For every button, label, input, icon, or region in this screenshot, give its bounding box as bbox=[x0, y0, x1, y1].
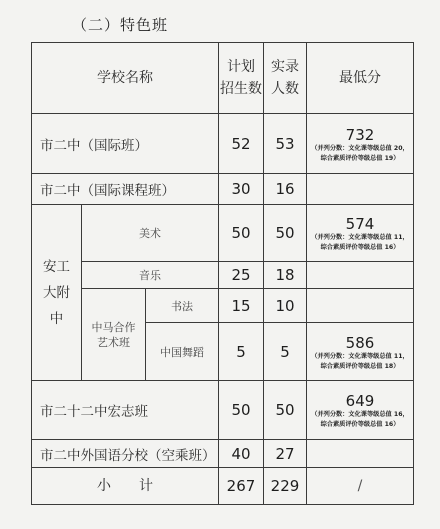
table-row bbox=[32, 440, 414, 468]
table-row bbox=[32, 174, 414, 205]
header-actual-line1: 实录 bbox=[271, 59, 299, 75]
tie-note: （并列分数：文化课等级总值 20，综合素质评价等级总值 19） bbox=[311, 144, 409, 162]
actual-count: 27 bbox=[264, 440, 307, 468]
min-score-cell bbox=[307, 174, 414, 205]
total-row bbox=[32, 468, 414, 505]
school-name: 市二中外国语分校（空乘班） bbox=[32, 440, 219, 468]
program-name: 书法 bbox=[146, 289, 219, 323]
actual-count: 18 bbox=[264, 262, 307, 289]
program-name: 美术 bbox=[82, 205, 219, 262]
min-score: 586 bbox=[345, 333, 375, 352]
table-row bbox=[32, 381, 414, 440]
admission-table bbox=[31, 42, 414, 505]
min-score-cell bbox=[307, 205, 414, 262]
header-row bbox=[32, 43, 414, 114]
actual-count: 10 bbox=[264, 289, 307, 323]
min-score-cell bbox=[307, 323, 414, 381]
program-name: 音乐 bbox=[82, 262, 219, 289]
min-score-cell bbox=[307, 440, 414, 468]
min-score: 732 bbox=[345, 125, 375, 144]
header-min-score: 最低分 bbox=[307, 43, 414, 114]
header-plan bbox=[219, 43, 264, 114]
header-actual-line2: 人数 bbox=[271, 81, 299, 97]
total-plan: 267 bbox=[219, 468, 264, 505]
table-row bbox=[32, 262, 414, 289]
table-row bbox=[32, 114, 414, 174]
min-score: 649 bbox=[345, 392, 375, 410]
total-label: 小 计 bbox=[32, 468, 219, 505]
table-row bbox=[32, 205, 414, 262]
plan-count: 15 bbox=[219, 289, 264, 323]
actual-count: 5 bbox=[264, 323, 307, 381]
table-row bbox=[32, 289, 414, 323]
header-plan-line1: 计划 bbox=[227, 59, 255, 75]
plan-count: 5 bbox=[219, 323, 264, 381]
school-name: 市二中（国际课程班） bbox=[32, 174, 219, 205]
header-school-name: 学校名称 bbox=[32, 43, 219, 114]
min-score-cell bbox=[307, 262, 414, 289]
min-score-cell bbox=[307, 289, 414, 323]
tie-note: （并列分数：文化课等级总值 16，综合素质评价等级总值 16） bbox=[311, 411, 409, 428]
plan-count: 50 bbox=[219, 381, 264, 440]
subgroup-name: 中马合作艺术班 bbox=[82, 289, 146, 381]
plan-count: 25 bbox=[219, 262, 264, 289]
plan-count: 50 bbox=[219, 205, 264, 262]
min-score-cell bbox=[307, 114, 414, 174]
school-name: 市二十二中宏志班 bbox=[32, 381, 219, 440]
actual-count: 53 bbox=[264, 114, 307, 174]
program-name: 中国舞蹈 bbox=[146, 323, 219, 381]
plan-count: 52 bbox=[219, 114, 264, 174]
min-score-cell bbox=[307, 381, 414, 440]
school-name: 市二中（国际班） bbox=[32, 114, 219, 174]
total-actual: 229 bbox=[264, 468, 307, 505]
actual-count: 50 bbox=[264, 205, 307, 262]
min-score: 574 bbox=[345, 215, 375, 233]
total-score: / bbox=[307, 468, 414, 505]
actual-count: 16 bbox=[264, 174, 307, 205]
plan-count: 40 bbox=[219, 440, 264, 468]
actual-count: 50 bbox=[264, 381, 307, 440]
tie-note: （并列分数：文化课等级总值 11，综合素质评价等级总值 16） bbox=[311, 234, 409, 251]
group-name: 安工大附中 bbox=[32, 205, 82, 381]
tie-note: （并列分数：文化课等级总值 11，综合素质评价等级总值 18） bbox=[311, 352, 409, 370]
header-actual bbox=[264, 43, 307, 114]
section-title: （二）特色班 bbox=[72, 16, 169, 34]
header-plan-line2: 招生数 bbox=[220, 81, 262, 97]
plan-count: 30 bbox=[219, 174, 264, 205]
